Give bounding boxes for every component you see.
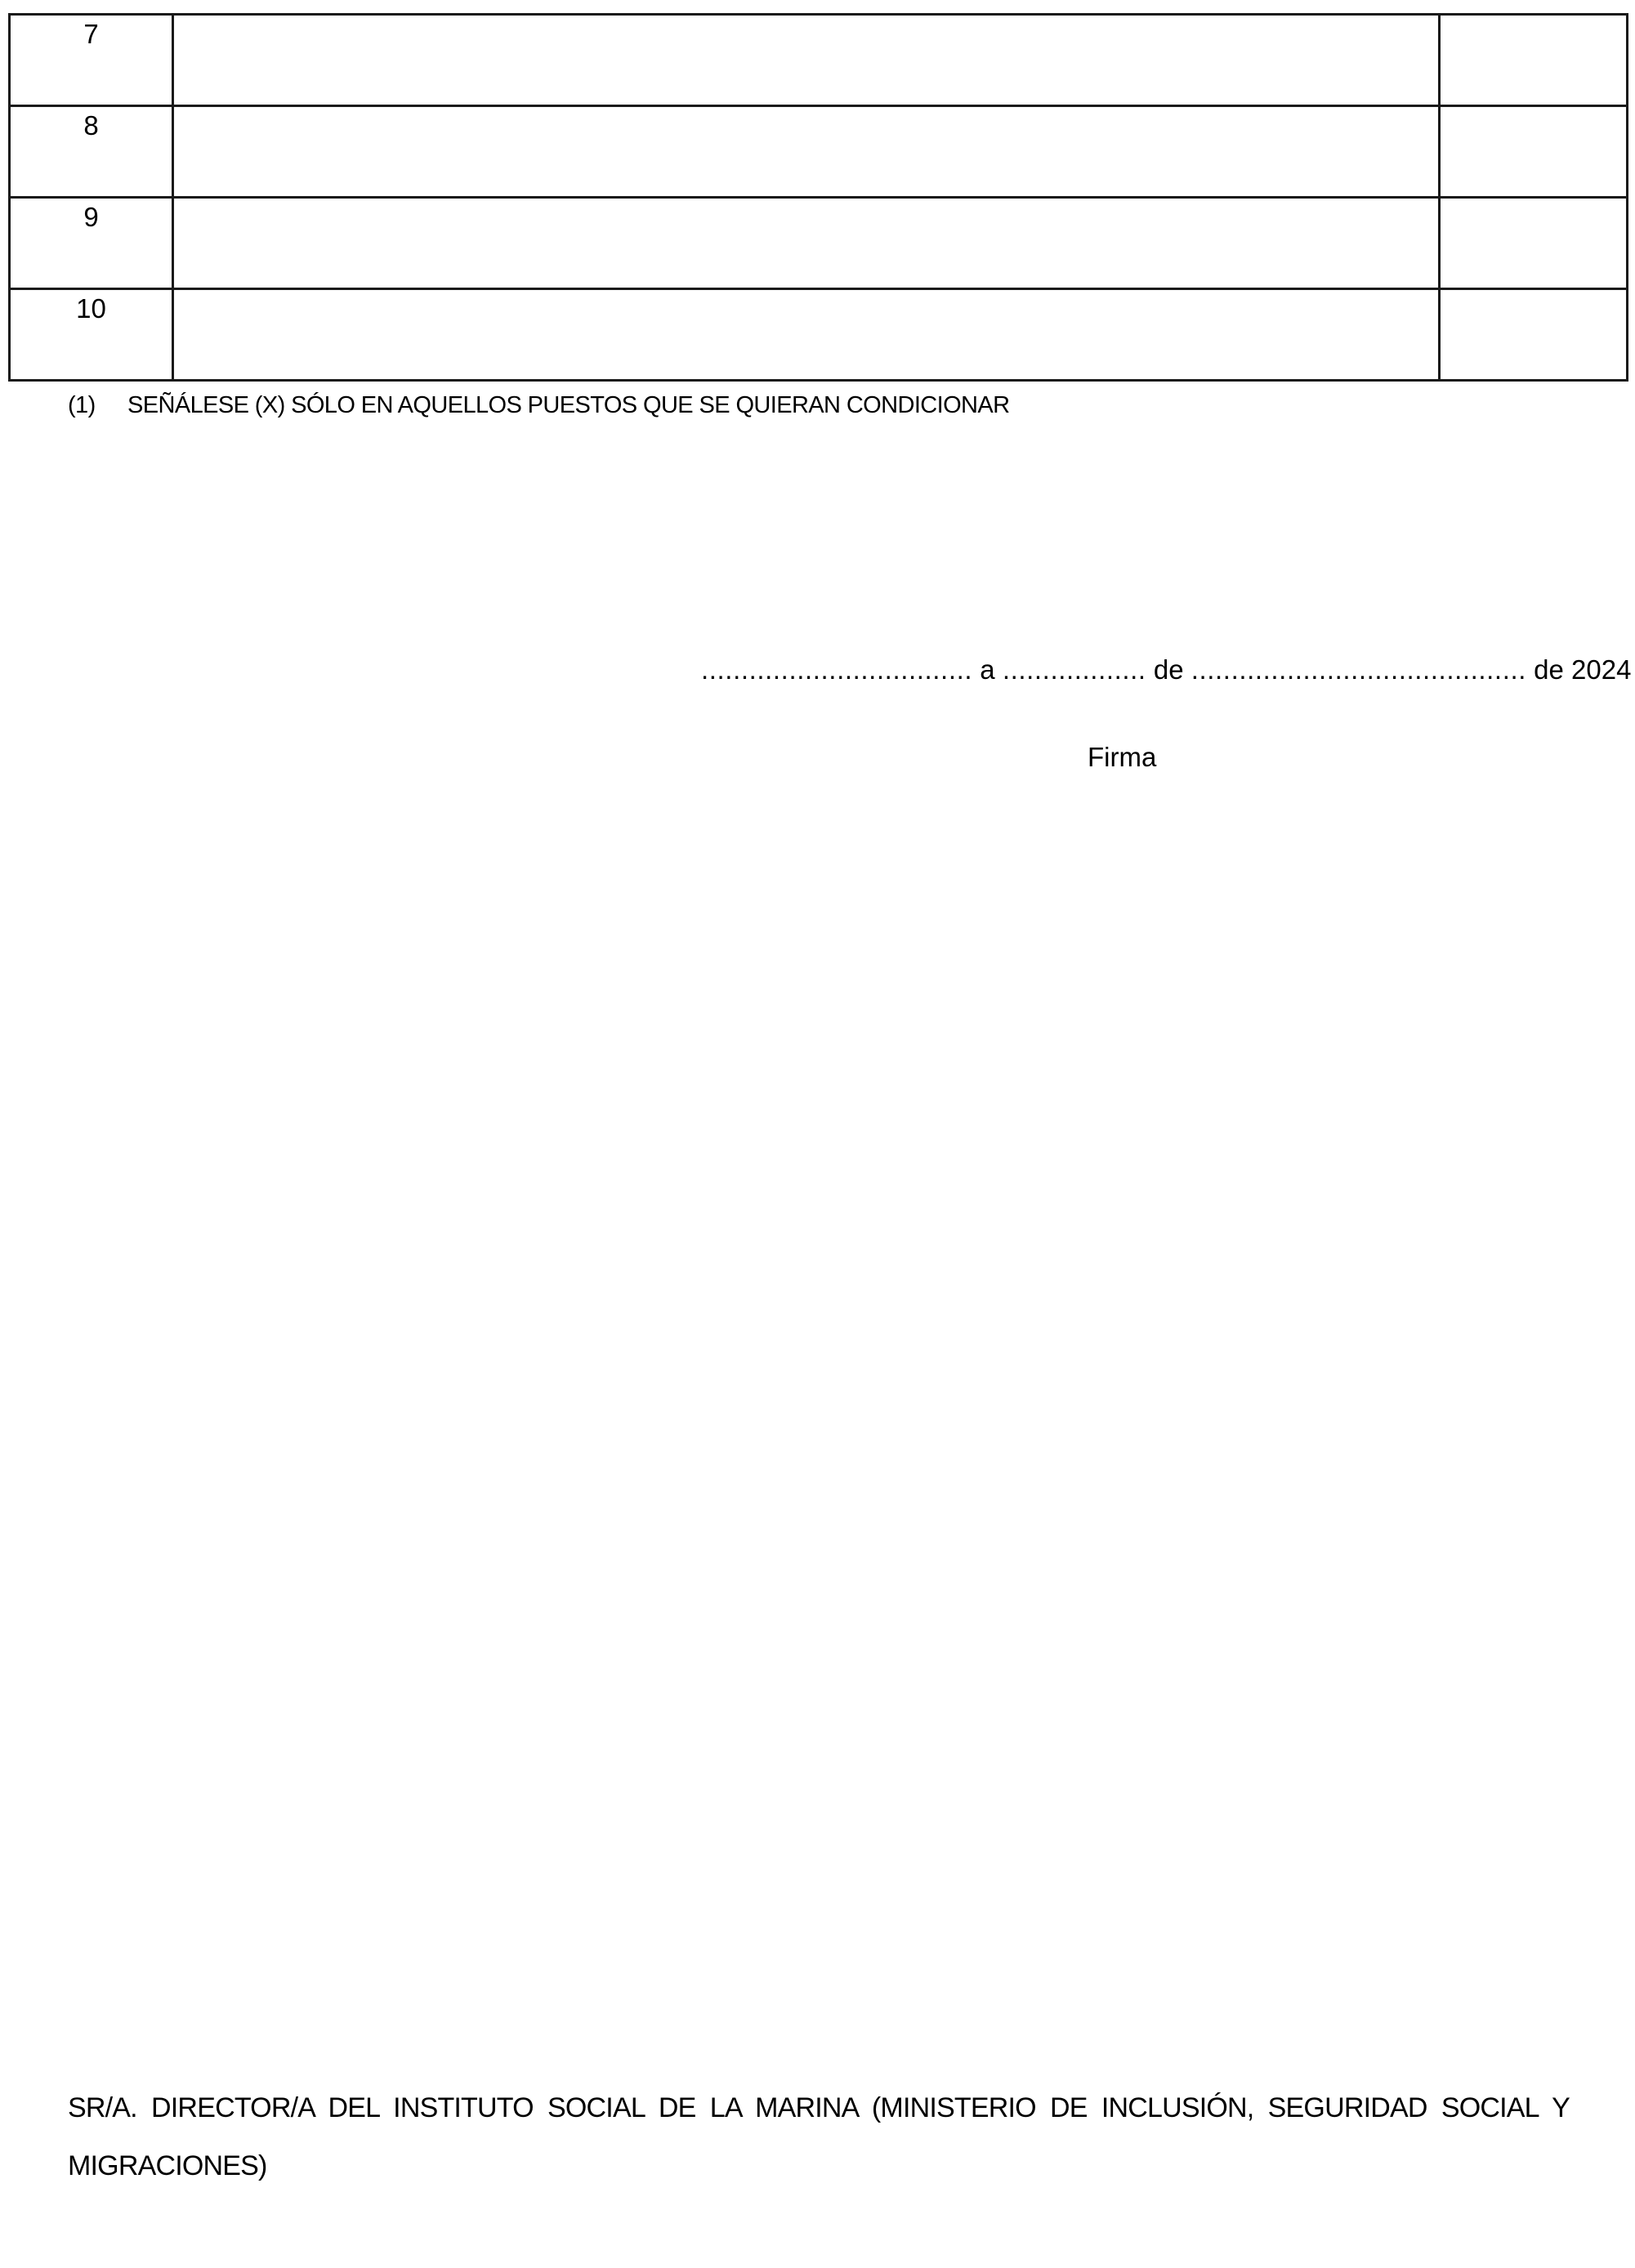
table-row [10, 106, 1628, 198]
addressee-line-2: MIGRACIONES) [68, 2150, 267, 2181]
row-number: 9 [10, 198, 173, 289]
position-description-cell[interactable] [173, 15, 1440, 106]
year-text: de 2024 [1526, 654, 1632, 685]
condition-mark-cell[interactable] [1440, 198, 1628, 289]
day-blank[interactable]: .................. [1002, 654, 1146, 685]
footnote-ref: (1) [68, 392, 96, 418]
footnote-text: SEÑÁLESE (X) SÓLO EN AQUELLOS PUESTOS QUE SE QUIERAN CONDICIONAR [127, 392, 1010, 418]
month-blank[interactable]: .......................................... [1191, 654, 1527, 685]
condition-mark-cell[interactable] [1440, 106, 1628, 198]
position-description-cell[interactable] [173, 106, 1440, 198]
position-description-cell[interactable] [173, 198, 1440, 289]
addressee [68, 2079, 1570, 2195]
footnote [68, 392, 1009, 419]
addressee-line-1: SR/A. DIRECTOR/A DEL INSTITUTO SOCIAL DE LA MARINA (MINISTERIO DE INCLUSIÓN, SEGURIDAD SOCIAL Y [68, 2092, 1570, 2123]
signature-label: Firma [1088, 742, 1157, 772]
place-blank[interactable]: .................................. [701, 654, 973, 685]
connector-a: a [972, 654, 1003, 685]
row-number: 7 [10, 15, 173, 106]
row-number: 8 [10, 106, 173, 198]
position-description-cell[interactable] [173, 289, 1440, 381]
table-row [10, 15, 1628, 106]
positions-table [8, 13, 1628, 382]
condition-mark-cell[interactable] [1440, 15, 1628, 106]
condition-mark-cell[interactable] [1440, 289, 1628, 381]
place-date-line [701, 654, 1631, 685]
row-number: 10 [10, 289, 173, 381]
connector-de: de [1146, 654, 1191, 685]
table-row [10, 198, 1628, 289]
table-row [10, 289, 1628, 381]
